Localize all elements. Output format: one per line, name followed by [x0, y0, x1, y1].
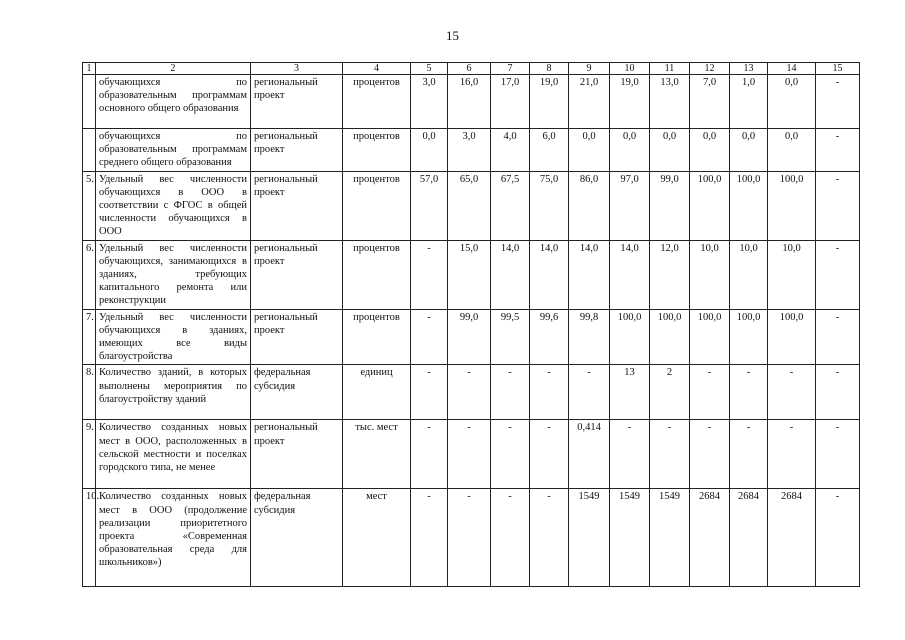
table-row	[83, 420, 860, 489]
source-cell: федеральная субсидия	[251, 365, 343, 420]
value-cell: -	[816, 75, 860, 129]
value-cell: -	[411, 365, 448, 420]
value-cell: -	[530, 489, 569, 587]
value-cell: -	[569, 365, 610, 420]
value-cell: 100,0	[650, 309, 690, 365]
value-cell: 1,0	[730, 75, 768, 129]
source-cell: региональный проект	[251, 129, 343, 172]
value-cell: 97,0	[610, 171, 650, 240]
value-cell: 19,0	[530, 75, 569, 129]
value-cell: -	[730, 365, 768, 420]
value-cell: -	[411, 489, 448, 587]
value-cell: 99,5	[491, 309, 530, 365]
value-cell: -	[411, 309, 448, 365]
value-cell: -	[411, 420, 448, 489]
value-cell: -	[448, 420, 491, 489]
source-cell: федеральная субсидия	[251, 489, 343, 587]
header-cell: 5	[411, 63, 448, 75]
value-cell: 86,0	[569, 171, 610, 240]
value-cell: 14,0	[530, 240, 569, 309]
value-cell: 67,5	[491, 171, 530, 240]
table-row	[83, 129, 860, 172]
value-cell: 99,8	[569, 309, 610, 365]
row-number-cell	[83, 129, 96, 172]
row-number-cell: 7.	[83, 309, 96, 365]
table-row	[83, 365, 860, 420]
value-cell: 1549	[569, 489, 610, 587]
value-cell: 2684	[730, 489, 768, 587]
value-cell: -	[816, 309, 860, 365]
header-cell: 3	[251, 63, 343, 75]
unit-cell: процентов	[343, 171, 411, 240]
value-cell: 0,0	[569, 129, 610, 172]
value-cell: -	[816, 489, 860, 587]
unit-cell: процентов	[343, 309, 411, 365]
value-cell: -	[690, 365, 730, 420]
value-cell: 100,0	[768, 171, 816, 240]
value-cell: 7,0	[690, 75, 730, 129]
header-cell: 15	[816, 63, 860, 75]
indicator-name-cell: Удельный вес численности обучающихся в ООО в соответствии с ФГОС в общей численности обучающихся в ООО	[96, 171, 251, 240]
value-cell: -	[530, 420, 569, 489]
row-number-cell	[83, 75, 96, 129]
value-cell: 17,0	[491, 75, 530, 129]
value-cell: -	[530, 365, 569, 420]
header-cell: 1	[83, 63, 96, 75]
table-row	[83, 240, 860, 309]
header-cell: 11	[650, 63, 690, 75]
value-cell: 100,0	[730, 171, 768, 240]
value-cell: 0,0	[650, 129, 690, 172]
value-cell: 10,0	[690, 240, 730, 309]
source-cell: региональный проект	[251, 240, 343, 309]
value-cell: 10,0	[768, 240, 816, 309]
value-cell: -	[491, 365, 530, 420]
indicators-table	[82, 62, 860, 587]
value-cell: 100,0	[730, 309, 768, 365]
value-cell: 2	[650, 365, 690, 420]
value-cell: 100,0	[690, 309, 730, 365]
value-cell: -	[448, 489, 491, 587]
value-cell: 14,0	[491, 240, 530, 309]
value-cell: -	[816, 420, 860, 489]
value-cell: -	[816, 365, 860, 420]
row-number-cell: 5.	[83, 171, 96, 240]
value-cell: -	[816, 129, 860, 172]
value-cell: 100,0	[768, 309, 816, 365]
header-cell: 6	[448, 63, 491, 75]
row-number-cell: 9.	[83, 420, 96, 489]
unit-cell: мест	[343, 489, 411, 587]
source-cell: региональный проект	[251, 75, 343, 129]
row-number-cell: 8.	[83, 365, 96, 420]
table-row	[83, 309, 860, 365]
unit-cell: процентов	[343, 240, 411, 309]
header-cell: 4	[343, 63, 411, 75]
value-cell: 0,414	[569, 420, 610, 489]
value-cell: -	[448, 365, 491, 420]
value-cell: 1549	[650, 489, 690, 587]
value-cell: 57,0	[411, 171, 448, 240]
row-number-cell: 10.	[83, 489, 96, 587]
value-cell: 13	[610, 365, 650, 420]
unit-cell: тыс. мест	[343, 420, 411, 489]
indicator-name-cell: Удельный вес численности обучающихся, занимающихся в зданиях, требующих капитального ремонта или реконструкции	[96, 240, 251, 309]
value-cell: -	[491, 489, 530, 587]
value-cell: 100,0	[610, 309, 650, 365]
indicator-name-cell: обучающихся по образовательным программам основного общего образования	[96, 75, 251, 129]
value-cell: 1549	[610, 489, 650, 587]
header-cell: 13	[730, 63, 768, 75]
value-cell: 0,0	[411, 129, 448, 172]
value-cell: 0,0	[610, 129, 650, 172]
value-cell: 4,0	[491, 129, 530, 172]
value-cell: 2684	[690, 489, 730, 587]
value-cell: -	[816, 171, 860, 240]
header-cell: 9	[569, 63, 610, 75]
header-cell: 12	[690, 63, 730, 75]
value-cell: 14,0	[569, 240, 610, 309]
value-cell: 12,0	[650, 240, 690, 309]
value-cell: -	[650, 420, 690, 489]
value-cell: -	[610, 420, 650, 489]
header-cell: 14	[768, 63, 816, 75]
value-cell: 15,0	[448, 240, 491, 309]
source-cell: региональный проект	[251, 171, 343, 240]
value-cell: -	[491, 420, 530, 489]
value-cell: -	[816, 240, 860, 309]
value-cell: 100,0	[690, 171, 730, 240]
indicator-name-cell: Количество зданий, в которых выполнены мероприятия по благоустройству зданий	[96, 365, 251, 420]
table-row	[83, 171, 860, 240]
value-cell: -	[730, 420, 768, 489]
header-row	[83, 63, 860, 75]
row-number-cell: 6.	[83, 240, 96, 309]
value-cell: 75,0	[530, 171, 569, 240]
value-cell: 0,0	[690, 129, 730, 172]
value-cell: -	[768, 420, 816, 489]
source-cell: региональный проект	[251, 309, 343, 365]
header-cell: 2	[96, 63, 251, 75]
header-cell: 8	[530, 63, 569, 75]
indicator-name-cell: Количество созданных новых мест в ООО, расположенных в сельской местности и поселках городского типа, не менее	[96, 420, 251, 489]
value-cell: 2684	[768, 489, 816, 587]
value-cell: 10,0	[730, 240, 768, 309]
value-cell: 3,0	[448, 129, 491, 172]
value-cell: 0,0	[730, 129, 768, 172]
indicator-name-cell: Удельный вес численности обучающихся в зданиях, имеющих все виды благоустройства	[96, 309, 251, 365]
value-cell: 13,0	[650, 75, 690, 129]
value-cell: -	[768, 365, 816, 420]
table-row	[83, 75, 860, 129]
unit-cell: процентов	[343, 129, 411, 172]
value-cell: 19,0	[610, 75, 650, 129]
source-cell: региональный проект	[251, 420, 343, 489]
value-cell: 6,0	[530, 129, 569, 172]
value-cell: 99,0	[650, 171, 690, 240]
header-cell: 7	[491, 63, 530, 75]
indicator-name-cell: обучающихся по образовательным программам среднего общего образования	[96, 129, 251, 172]
indicator-name-cell: Количество созданных новых мест в ООО (продолжение реализации приоритетного проекта «Современная образовательная среда для школьников»)	[96, 489, 251, 587]
table-row	[83, 489, 860, 587]
value-cell: 0,0	[768, 129, 816, 172]
value-cell: -	[411, 240, 448, 309]
value-cell: 21,0	[569, 75, 610, 129]
value-cell: 0,0	[768, 75, 816, 129]
value-cell: 99,6	[530, 309, 569, 365]
value-cell: 14,0	[610, 240, 650, 309]
value-cell: 16,0	[448, 75, 491, 129]
page-number: 15	[446, 28, 459, 43]
unit-cell: единиц	[343, 365, 411, 420]
value-cell: -	[690, 420, 730, 489]
value-cell: 3,0	[411, 75, 448, 129]
unit-cell: процентов	[343, 75, 411, 129]
value-cell: 65,0	[448, 171, 491, 240]
header-cell: 10	[610, 63, 650, 75]
value-cell: 99,0	[448, 309, 491, 365]
